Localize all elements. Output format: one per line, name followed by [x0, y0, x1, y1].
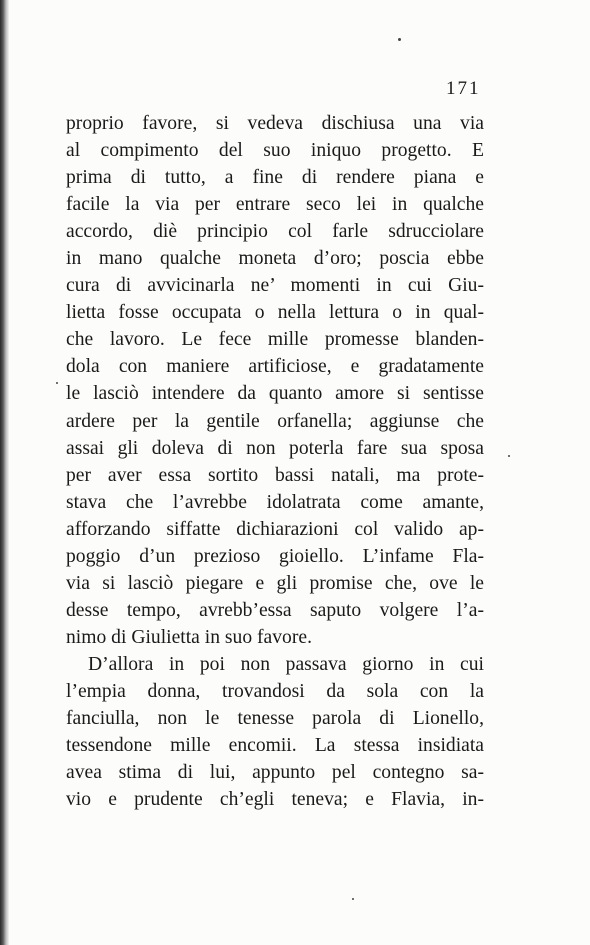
text-line: afforzando siffatte dichiarazioni col valido ap- — [66, 518, 484, 540]
print-speck — [56, 382, 58, 384]
text-line: vio e prudente ch’egli teneva; e Flavia, in- — [66, 789, 484, 811]
text-line: facile la via per entrare seco lei in qualche — [66, 194, 484, 216]
text-line: per aver essa sortito bassi natali, ma prote- — [66, 464, 484, 486]
text-line: che lavoro. Le fece mille promesse blanden- — [66, 329, 484, 351]
print-speck — [398, 38, 401, 41]
body-text — [66, 110, 484, 813]
print-speck — [508, 455, 510, 457]
text-line: tessendone mille encomii. La stessa insidiata — [66, 735, 484, 757]
text-line: avea stima di lui, appunto pel contegno sa- — [66, 762, 484, 784]
text-line: accordo, diè principio col farle sdrucciolare — [66, 221, 484, 243]
text-line: desse tempo, avrebb’essa saputo volgere l’a- — [66, 599, 484, 621]
text-line: prima di tutto, a fine di rendere piana e — [66, 167, 484, 189]
book-spine-edge — [0, 0, 9, 945]
text-line: l’empia donna, trovandosi da sola con la — [66, 680, 484, 702]
print-speck — [352, 898, 354, 900]
text-line: assai gli doleva di non poterla fare sua sposa — [66, 437, 484, 459]
text-line: in mano qualche moneta d’oro; poscia ebbe — [66, 248, 484, 270]
text-line: dola con maniere artificiose, e gradatamente — [66, 356, 484, 378]
text-line: poggio d’un prezioso gioiello. L’infame Fla- — [66, 545, 484, 567]
text-line: nimo di Giulietta in suo favore. — [66, 626, 312, 648]
text-line: le lasciò intendere da quanto amore si sentisse — [66, 383, 484, 405]
page-number: 171 — [446, 78, 481, 99]
text-line: al compimento del suo iniquo progetto. E — [66, 140, 484, 162]
text-line: lietta fosse occupata o nella lettura o in qual- — [66, 302, 484, 324]
text-line: cura di avvicinarla ne’ momenti in cui Giu- — [66, 275, 484, 297]
text-line: ardere per la gentile orfanella; aggiunse che — [66, 410, 484, 432]
text-line: via si lasciò piegare e gli promise che, ove le — [66, 572, 484, 594]
text-line: stava che l’avrebbe idolatrata come amante, — [66, 491, 484, 513]
text-line: proprio favore, si vedeva dischiusa una via — [66, 113, 484, 134]
text-line: fanciulla, non le tenesse parola di Lionello, — [66, 708, 484, 730]
text-line: D’allora in poi non passava giorno in cui — [88, 653, 484, 675]
